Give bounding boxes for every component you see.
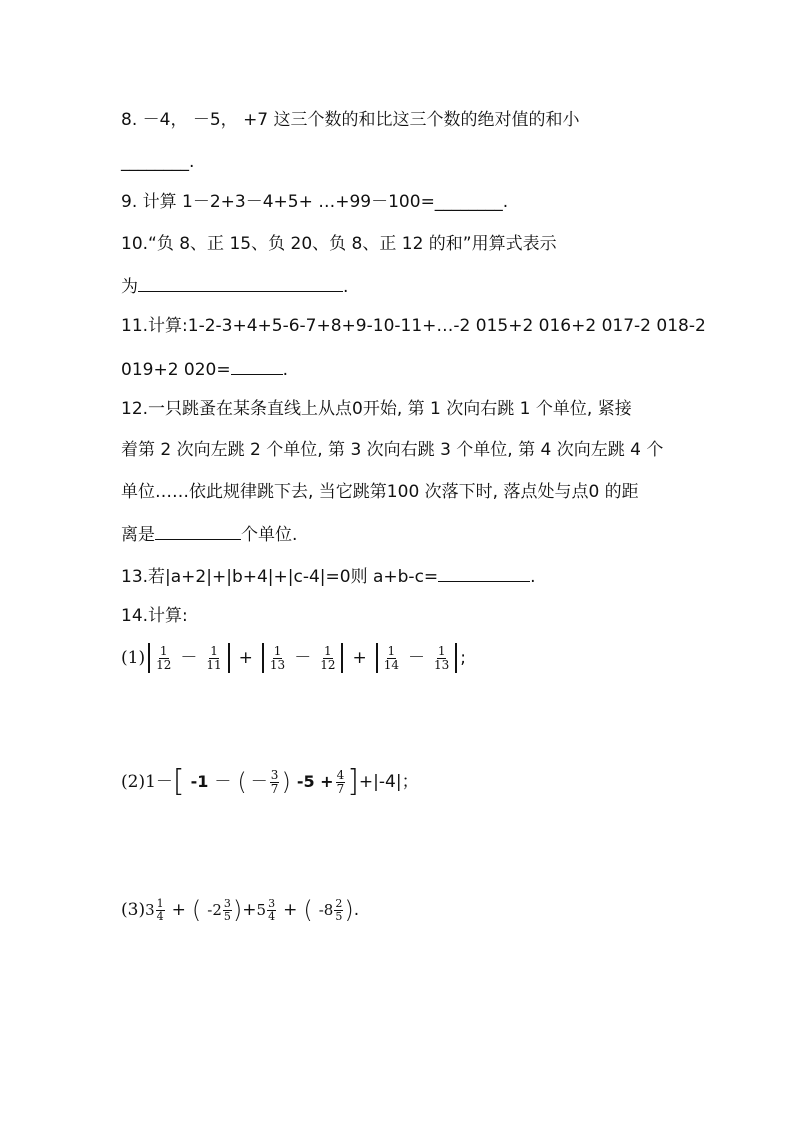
q12-answer-blank bbox=[155, 521, 241, 540]
tail-term: +|-4|； bbox=[358, 772, 419, 792]
fraction: $\frac{1}{12}$ bbox=[156, 643, 172, 672]
q13-answer-blank bbox=[438, 563, 530, 582]
left-paren: ( bbox=[237, 768, 247, 796]
plus-sign: + bbox=[171, 900, 186, 920]
q11-prefix: 019+2 020= bbox=[121, 360, 231, 380]
mixed-number: 5 $\frac{3}{4}$ bbox=[256, 896, 276, 923]
q14-part1 bbox=[121, 640, 466, 676]
q12-line4 bbox=[121, 521, 297, 547]
semicolon: ; bbox=[460, 648, 467, 668]
mixed-number: -2 $\frac{3}{5}$ bbox=[207, 896, 231, 923]
q12-line3: 单位……依此规律跳下去, 当它跳第100 次落下时, 落点处与点0 的距 bbox=[121, 482, 639, 502]
abs-bar bbox=[148, 643, 150, 673]
q13-line bbox=[121, 563, 536, 589]
abs-bar bbox=[341, 643, 343, 673]
left-bracket: [ bbox=[172, 764, 185, 799]
fraction: $\frac{3}{7}$ bbox=[270, 767, 279, 796]
fraction: $\frac{4}{7}$ bbox=[336, 767, 345, 796]
fraction: $\frac{1}{13}$ bbox=[269, 643, 286, 672]
q10-line1: 10.“负 8、正 15、负 20、负 8、正 12 的和”用算式表示 bbox=[121, 234, 557, 254]
fraction: $\frac{1}{13}$ bbox=[434, 643, 450, 672]
q14-p3-label: (3) bbox=[121, 900, 146, 920]
q14-p1-label: (1) bbox=[121, 648, 146, 668]
period: . bbox=[353, 900, 360, 920]
right-paren: ) bbox=[281, 768, 291, 796]
q14-p2-label: (2) bbox=[121, 772, 146, 792]
q12-line1: 12.一只跳蚤在某条直线上从点0开始, 第 1 次向右跳 1 个单位, 紧接 bbox=[121, 399, 632, 419]
q12-line2: 着第 2 次向左跳 2 个单位, 第 3 次向右跳 3 个单位, 第 4 次向左跳 4 个 bbox=[121, 440, 664, 460]
lead-term: 1－ bbox=[145, 772, 173, 792]
q10-prefix: 为 bbox=[121, 277, 138, 297]
q13-suffix: . bbox=[530, 567, 536, 587]
abs-bar bbox=[228, 643, 230, 673]
q14-part2 bbox=[121, 762, 419, 802]
plus-sign: + bbox=[242, 900, 257, 920]
q10-answer-blank bbox=[138, 273, 343, 292]
term-neg1: -1 bbox=[190, 772, 209, 791]
right-paren: ) bbox=[344, 896, 354, 924]
term-neg5: -5 + bbox=[296, 772, 334, 791]
q14-heading: 14.计算: bbox=[121, 606, 188, 626]
q12-prefix: 离是 bbox=[121, 525, 155, 545]
mixed-number: 3 $\frac{1}{4}$ bbox=[145, 896, 164, 923]
mixed-number: -8 $\frac{2}{5}$ bbox=[318, 896, 343, 923]
left-paren: ( bbox=[191, 896, 202, 924]
q10-line2 bbox=[121, 273, 348, 299]
q10-suffix: . bbox=[343, 277, 349, 297]
q11-line2 bbox=[121, 356, 288, 382]
q8-line1: 8. －4， －5， +7 这三个数的和比这三个数的绝对值的和小 bbox=[121, 110, 580, 130]
plus-sign: + bbox=[238, 648, 253, 668]
q11-line1: 11.计算:1-2-3+4+5-6-7+8+9-10-11+…-2 015+2 016+2 017-2 018-2 bbox=[121, 316, 706, 336]
plus-sign: + bbox=[352, 648, 367, 668]
left-paren: ( bbox=[303, 896, 313, 924]
fraction: $\frac{1}{14}$ bbox=[383, 643, 399, 672]
fraction: $\frac{1}{11}$ bbox=[206, 643, 222, 672]
right-paren: ) bbox=[232, 896, 243, 924]
minus-sign: － bbox=[214, 772, 232, 792]
minus-sign: － bbox=[408, 648, 425, 668]
fraction: $\frac{1}{12}$ bbox=[320, 643, 336, 672]
minus-sign: － bbox=[180, 648, 198, 668]
abs-bar bbox=[376, 643, 378, 673]
q12-suffix: 个单位. bbox=[241, 525, 298, 545]
neg-sign: － bbox=[250, 772, 268, 792]
q13-prefix: 13.若|a+2|+|b+4|+|c-4|=0则 a+b-c= bbox=[121, 567, 439, 587]
q11-answer-blank bbox=[231, 356, 283, 375]
q14-part3 bbox=[121, 890, 359, 930]
abs-bar bbox=[455, 643, 457, 673]
plus-sign: + bbox=[283, 900, 298, 920]
minus-sign: － bbox=[294, 648, 312, 668]
abs-bar bbox=[262, 643, 264, 673]
right-bracket: ] bbox=[347, 764, 359, 799]
q9-text: 9. 计算 1－2+3－4+5+ …+99－100=________. bbox=[121, 192, 509, 212]
q11-suffix: . bbox=[282, 360, 289, 380]
q8-answer-blank: ________. bbox=[121, 152, 195, 172]
